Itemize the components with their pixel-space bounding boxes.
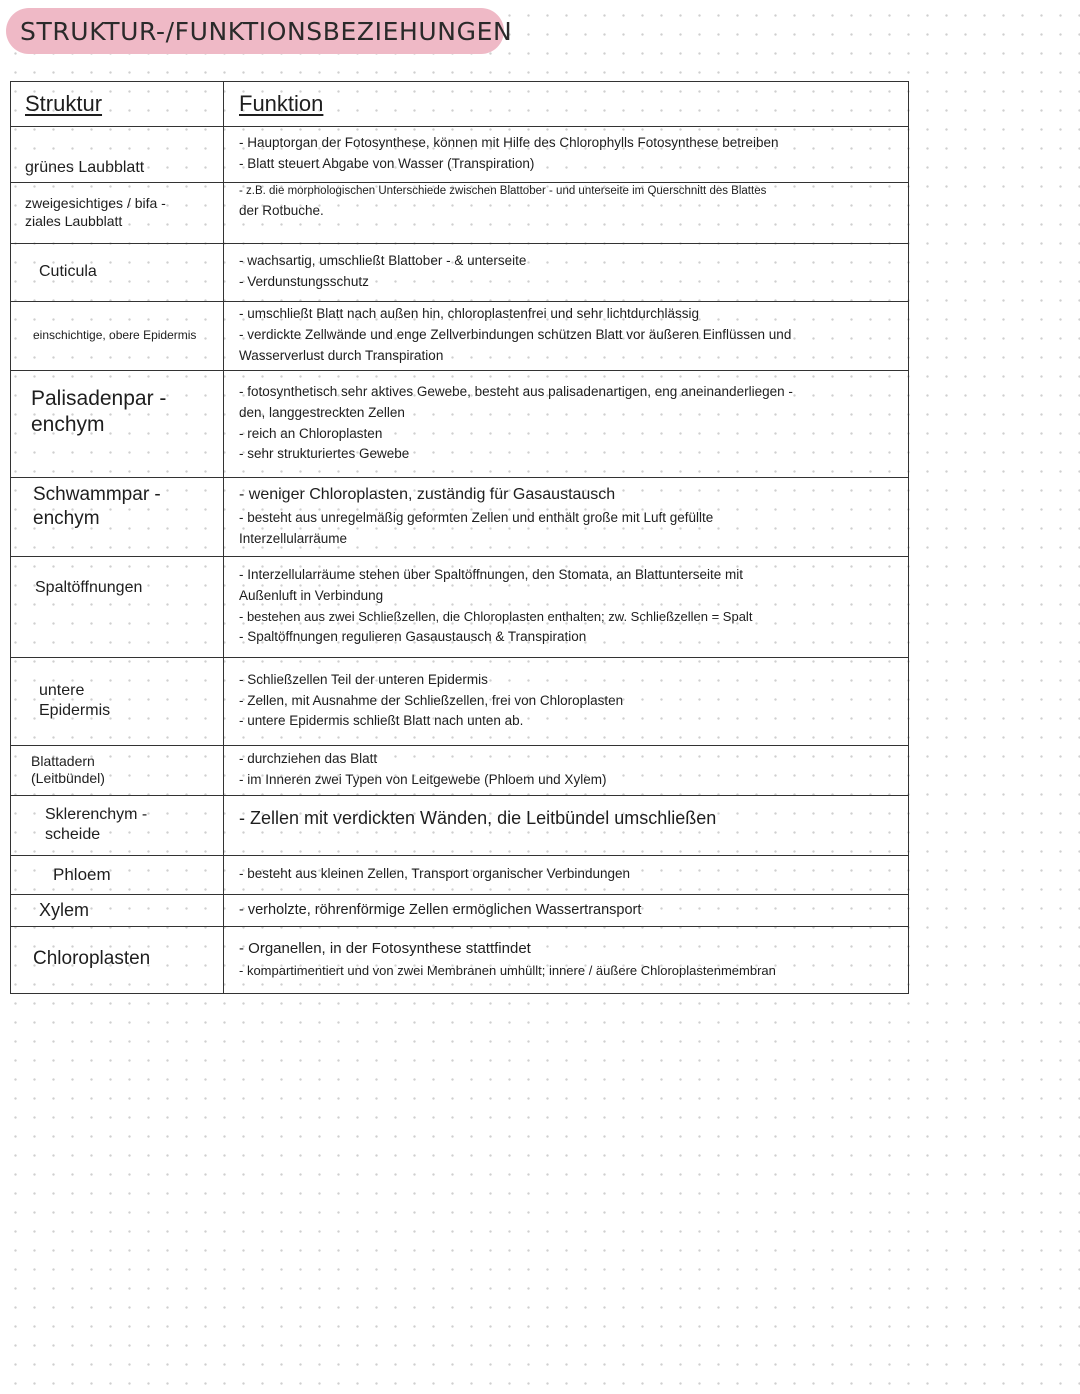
structure-cell	[11, 370, 223, 477]
function-cell	[225, 477, 908, 556]
function-line: - weniger Chloroplasten, zuständig für Gasaustausch	[239, 486, 616, 504]
header-structure-cell	[11, 82, 223, 126]
function-line: - wachsartig, umschließt Blattober - & unterseite	[239, 253, 527, 269]
function-line: - kompartimentiert und von zwei Membranen umhüllt; innere / äußere Chloroplastenmembran	[239, 962, 776, 978]
structure-label: Phloem	[53, 864, 111, 884]
column-divider	[223, 82, 224, 993]
structure-cell	[11, 126, 223, 182]
function-line: - verholzte, röhrenförmige Zellen ermöglichen Wassertransport	[239, 901, 642, 918]
header-structure: Struktur	[25, 91, 103, 116]
structure-cell	[11, 243, 223, 301]
function-cell	[225, 243, 908, 301]
function-cell	[225, 657, 908, 745]
function-cell	[225, 301, 908, 370]
structure-label: Schwammpar - enchym	[33, 484, 161, 529]
structure-cell	[11, 301, 223, 370]
function-line: der Rotbuche.	[239, 202, 324, 218]
structure-cell	[11, 894, 223, 926]
function-cell	[225, 926, 908, 992]
function-line: - Verdunstungsschutz	[239, 274, 369, 289]
function-line: - fotosynthetisch sehr aktives Gewebe, besteht aus palisadenartigen, eng aneinanderliegen -	[239, 383, 793, 399]
function-line: - Blatt steuert Abgabe von Wasser (Transpiration)	[239, 156, 535, 171]
function-line: - umschließt Blatt nach außen hin, chloroplastenfrei und sehr lichtdurchlässig	[239, 306, 699, 322]
function-line: den, langgestreckten Zellen	[239, 404, 405, 420]
function-line: - besteht aus kleinen Zellen, Transport organischer Verbindungen	[239, 866, 630, 882]
header-function: Funktion	[239, 91, 324, 116]
function-cell	[225, 855, 908, 894]
structure-label: grünes Laubblatt	[25, 159, 145, 176]
structure-cell	[11, 477, 223, 556]
function-line: - Interzellularräume stehen über Spaltöffnungen, den Stomata, an Blattunterseite mit	[239, 567, 744, 583]
title-banner	[6, 8, 513, 54]
function-cell	[225, 795, 908, 855]
structure-cell	[11, 745, 223, 795]
structure-label: Blattadern (Leitbündel)	[31, 752, 105, 786]
structure-function-table	[10, 81, 909, 994]
function-line: - Schließzellen Teil der unteren Epidermis	[239, 671, 488, 687]
structure-label: Cuticula	[39, 263, 97, 280]
function-line: - im Inneren zwei Typen von Leitgewebe (Phloem und Xylem)	[239, 772, 607, 787]
function-cell	[225, 894, 908, 926]
header-function-cell	[225, 82, 908, 126]
structure-label: untere Epidermis	[39, 682, 111, 719]
function-line: - sehr strukturiertes Gewebe	[239, 446, 410, 462]
structure-label: Xylem	[39, 899, 90, 920]
function-line: - Organellen, in der Fotosynthese stattfindet	[239, 940, 531, 958]
function-cell	[225, 182, 908, 243]
structure-label: Spaltöffnungen	[35, 579, 143, 596]
function-line: - z.B. die morphologischen Unterschiede zwischen Blattober - und unterseite im Querschnitt des Blattes	[239, 185, 767, 197]
function-line: Interzellularräume	[239, 530, 348, 546]
structure-label: Palisadenpar - enchym	[31, 387, 167, 437]
function-cell	[225, 745, 908, 795]
structure-cell	[11, 926, 223, 992]
function-line: - Zellen mit verdickten Wänden, die Leitbündel umschließen	[239, 808, 717, 828]
structure-label: Sklerenchym - scheide	[45, 806, 148, 843]
function-line: - Hauptorgan der Fotosynthese, können mit Hilfe des Chlorophylls Fotosynthese betreiben	[239, 135, 779, 151]
function-line: - untere Epidermis schließt Blatt nach unten ab.	[239, 713, 524, 729]
function-line: - bestehen aus zwei Schließzellen, die Chloroplasten enthalten; zw. Schließzellen = Spalt	[239, 608, 753, 624]
page-title: STRUKTUR-/FUNKTIONSBEZIEHUNGEN	[20, 16, 513, 46]
structure-cell	[11, 657, 223, 745]
function-cell	[225, 556, 908, 657]
function-line: - besteht aus unregelmäßig geformten Zellen und enthält große mit Luft gefüllte	[239, 509, 714, 525]
structure-cell	[11, 556, 223, 657]
function-line: - verdickte Zellwände und enge Zellverbindungen schützen Blatt vor äußeren Einflüssen und	[239, 327, 792, 343]
function-cell	[225, 370, 908, 477]
structure-label: Chloroplasten	[33, 948, 151, 970]
function-cell	[225, 126, 908, 182]
structure-label: einschichtige, obere Epidermis	[33, 328, 197, 342]
structure-cell	[11, 855, 223, 894]
function-line: - Spaltöffnungen regulieren Gasaustausch & Transpiration	[239, 629, 587, 645]
function-line: - durchziehen das Blatt	[239, 751, 378, 767]
function-line: - Zellen, mit Ausnahme der Schließzellen, frei von Chloroplasten	[239, 692, 624, 708]
structure-cell	[11, 182, 223, 243]
function-line: - reich an Chloroplasten	[239, 425, 383, 441]
structure-cell	[11, 795, 223, 855]
structure-label: zweigesichtiges / bifa - ziales Laubblatt	[25, 195, 166, 229]
function-line: Außenluft in Verbindung	[239, 587, 384, 603]
function-line: Wasserverlust durch Transpiration	[239, 347, 444, 363]
